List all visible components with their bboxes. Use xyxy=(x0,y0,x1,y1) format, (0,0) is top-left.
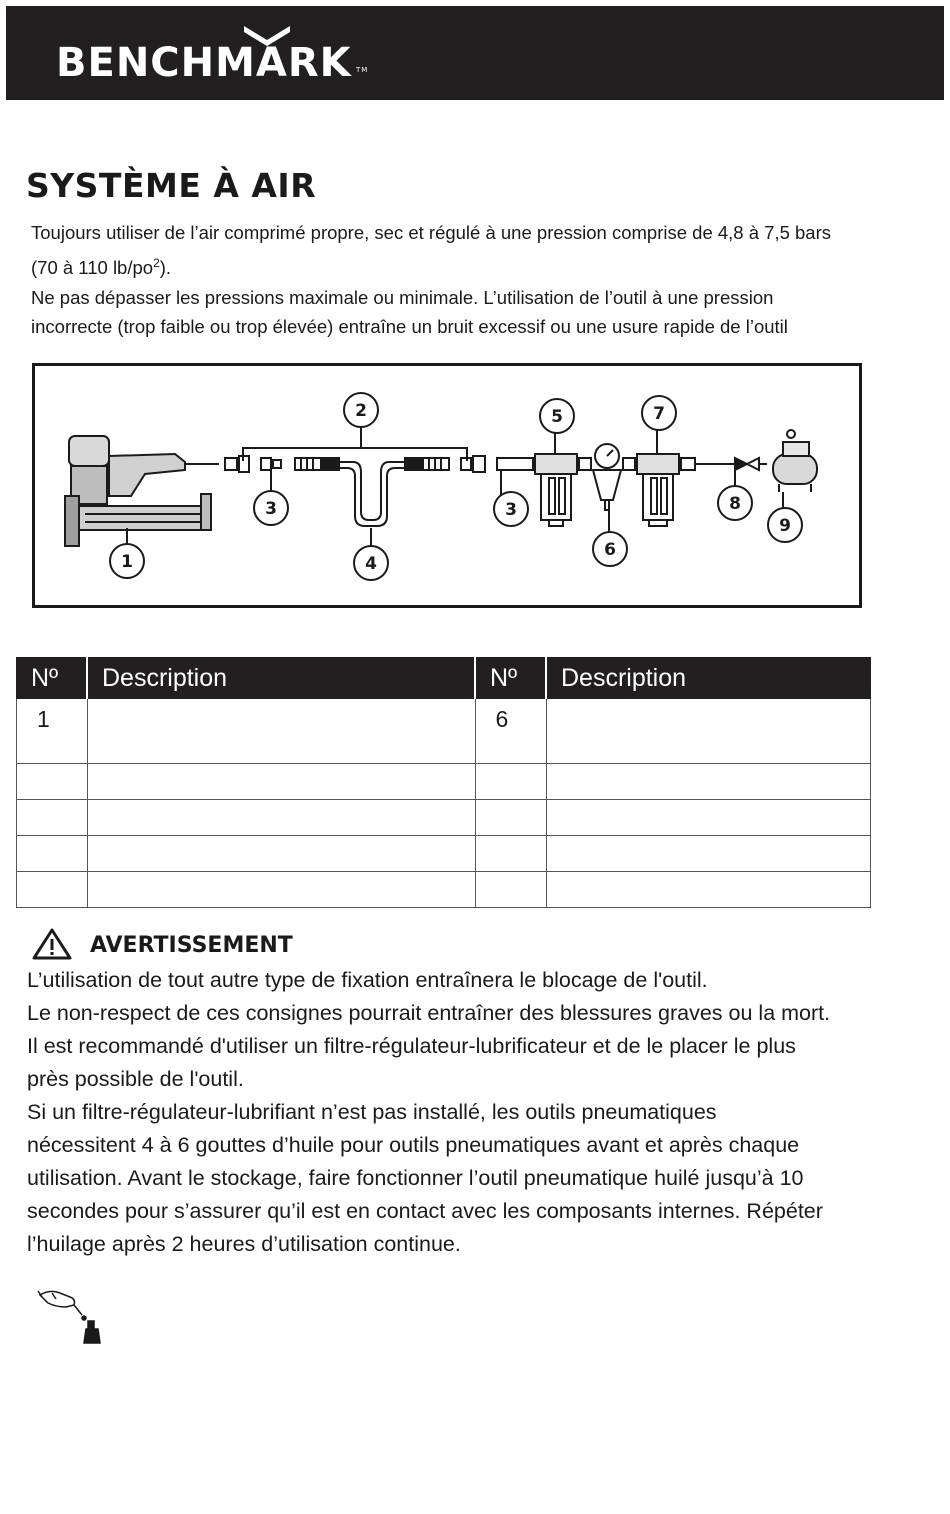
svg-text:5: 5 xyxy=(551,407,563,427)
warning-line-4: près possible de l'outil. xyxy=(27,1067,244,1091)
warning-title: AVERTISSEMENT xyxy=(90,933,293,958)
callout-5 xyxy=(540,399,574,433)
warning-line-6: nécessitent 4 à 6 gouttes d’huile pour outils pneumatiques avant et après chaque xyxy=(27,1133,800,1157)
header-description-1: Description xyxy=(87,658,475,699)
coupler-icon xyxy=(225,456,485,472)
header-number-1: Nº xyxy=(17,658,88,699)
callout-9 xyxy=(768,508,802,542)
table-cell xyxy=(546,800,871,836)
callout-3-left xyxy=(254,491,288,525)
warning-line-9: l’huilage après 2 heures d’utilisation continue. xyxy=(27,1232,461,1256)
air-system-diagram xyxy=(32,363,862,608)
table-row xyxy=(17,872,871,908)
intro-text xyxy=(31,218,931,341)
table-cell xyxy=(87,872,475,908)
intro-line-2 xyxy=(31,248,931,283)
callout-7 xyxy=(642,396,676,430)
section-title: SYSTÈME À AIR xyxy=(26,166,317,205)
intro-line-1: Toujours utiliser de l’air comprimé propre, sec et régulé à une pression comprise de 4,8 à 7,5 bars xyxy=(31,222,832,243)
callout-4 xyxy=(354,546,388,580)
svg-text:7: 7 xyxy=(653,404,665,424)
table-cell xyxy=(546,699,871,764)
table-header-row xyxy=(17,658,871,699)
table-cell xyxy=(546,872,871,908)
table-cell xyxy=(87,800,475,836)
callout-8 xyxy=(718,486,752,520)
hose-icon xyxy=(339,462,405,520)
table-cell xyxy=(475,764,546,800)
table-cell xyxy=(546,836,871,872)
intro-pressure-text: (70 à 110 lb/po xyxy=(31,257,154,279)
warning-line-8: secondes pour s’assurer qu’il est en contact avec les composants internes. Répéter xyxy=(27,1199,823,1223)
table-cell xyxy=(87,699,475,764)
table-row xyxy=(17,800,871,836)
warning-line-7: utilisation. Avant le stockage, faire fonctionner l’outil pneumatique huilé jusqu’à 10 xyxy=(27,1166,804,1190)
table-row xyxy=(17,764,871,800)
table-cell xyxy=(87,836,475,872)
warning-line-1: L’utilisation de tout autre type de fixation entraînera le blocage de l'outil. xyxy=(27,968,708,992)
table-cell xyxy=(17,836,88,872)
header-description-2: Description xyxy=(546,658,871,699)
warning-body xyxy=(27,964,917,1261)
oil-dropper-icon xyxy=(36,1285,108,1347)
air-system-diagram-svg xyxy=(35,366,859,605)
intro-line-4: incorrecte (trop faible ou trop élevée) entraîne un bruit excessif ou une usure rapide de l’outil xyxy=(31,316,788,338)
table-cell xyxy=(475,872,546,908)
brand-name: BENCHMARK xyxy=(56,40,352,86)
svg-text:2: 2 xyxy=(355,401,367,421)
compressor-icon xyxy=(773,430,817,492)
warning-line-2: Le non-respect de ces consignes pourrait entraîner des blessures graves ou la mort. xyxy=(27,1001,831,1025)
table-cell xyxy=(475,800,546,836)
warning-line-3: Il est recommandé d'utiliser un filtre-régulateur-lubrificateur et de le placer le plus xyxy=(27,1034,796,1058)
svg-text:1: 1 xyxy=(121,552,133,572)
table-cell xyxy=(546,764,871,800)
header-number-2: Nº xyxy=(475,658,546,699)
table-row xyxy=(17,836,871,872)
intro-pressure-end: ). xyxy=(159,257,172,279)
intro-line-3: Ne pas dépasser les pressions maximale ou minimale. L’utilisation de l’outil à une pression xyxy=(31,287,774,309)
callout-1 xyxy=(110,544,144,578)
svg-text:9: 9 xyxy=(779,516,791,536)
table-cell xyxy=(87,764,475,800)
table-cell xyxy=(475,836,546,872)
nailer-icon xyxy=(65,436,219,546)
svg-text:3: 3 xyxy=(265,499,277,519)
callout-3-right xyxy=(494,492,528,526)
table-cell xyxy=(17,800,88,836)
svg-text:8: 8 xyxy=(729,494,741,514)
warning-triangle-icon xyxy=(32,928,72,960)
valve-icon xyxy=(735,458,759,470)
svg-text:3: 3 xyxy=(505,500,517,520)
table-cell xyxy=(17,764,88,800)
trademark-mark: TM xyxy=(356,66,369,74)
superscript-2: 2 xyxy=(153,256,160,270)
svg-text:6: 6 xyxy=(604,540,616,560)
warning-line-5: Si un filtre-régulateur-lubrifiant n’est pas installé, les outils pneumatiques xyxy=(27,1100,717,1124)
table-cell: 1 xyxy=(17,699,88,764)
callout-2 xyxy=(344,393,378,427)
table-cell: 6 xyxy=(475,699,546,764)
callout-6 xyxy=(593,532,627,566)
table-cell xyxy=(17,872,88,908)
svg-text:4: 4 xyxy=(365,554,377,574)
header-bar xyxy=(6,6,944,100)
parts-table xyxy=(16,657,871,908)
table-row xyxy=(17,699,871,764)
